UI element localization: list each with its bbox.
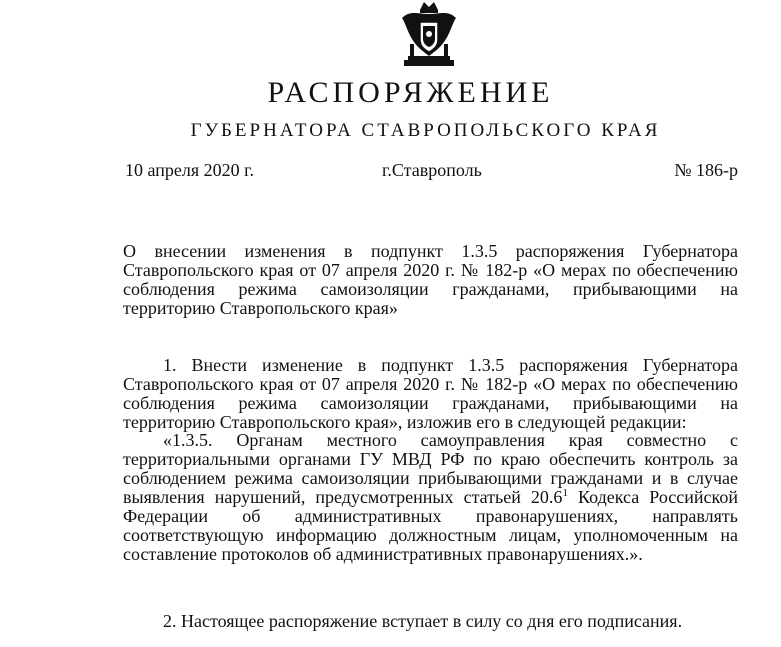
quote-text-part-2: Кодекса Российской Федерации об административных правонарушениях, направлять соответствующую информацию должностным лицам, уполномоченным на составление протоколов об административных правонарушениях.». xyxy=(123,487,738,564)
document-title: РАСПОРЯЖЕНИЕ xyxy=(267,76,554,109)
paragraph-item-2: 2. Настоящее распоряжение вступает в силу со дня его подписания. xyxy=(163,611,683,631)
document-number: № 186-р xyxy=(674,160,738,180)
coat-of-arms-icon xyxy=(398,0,460,68)
document-date: 10 апреля 2020 г. xyxy=(125,160,254,180)
document-city: г.Ставрополь xyxy=(382,160,482,180)
article-superscript: 1 xyxy=(562,487,568,499)
quoted-subclause xyxy=(123,431,738,564)
document-issuer: ГУБЕРНАТОРА СТАВРОПОЛЬСКОГО КРАЯ xyxy=(190,120,661,141)
paragraph-item-1: 1. Внести изменение в подпункт 1.3.5 распоряжения Губернатора Ставропольского края от 07 апреля 2020 г. № 182-р «О мерах по обеспечению соблюдения режима самоизоляции гражданами, прибывающими на территорию Ставропольского края», изложив его в следующей редакции: xyxy=(123,355,738,432)
document-subject: О внесении изменения в подпункт 1.3.5 распоряжения Губернатора Ставропольского края от 07 апреля 2020 г. № 182-р «О мерах по обеспечению соблюдения режима самоизоляции гражданами, прибывающими на территорию Ставропольского края» xyxy=(123,241,738,318)
quote-text-part-1: «1.3.5. Органам местного самоуправления края совместно с территориальными органами ГУ МВД РФ по краю обеспечить контроль за соблюдением режима самоизоляции прибывающими гражданами и в случае выявления нарушений, предусмотренных статьей 20.6 xyxy=(123,430,738,507)
